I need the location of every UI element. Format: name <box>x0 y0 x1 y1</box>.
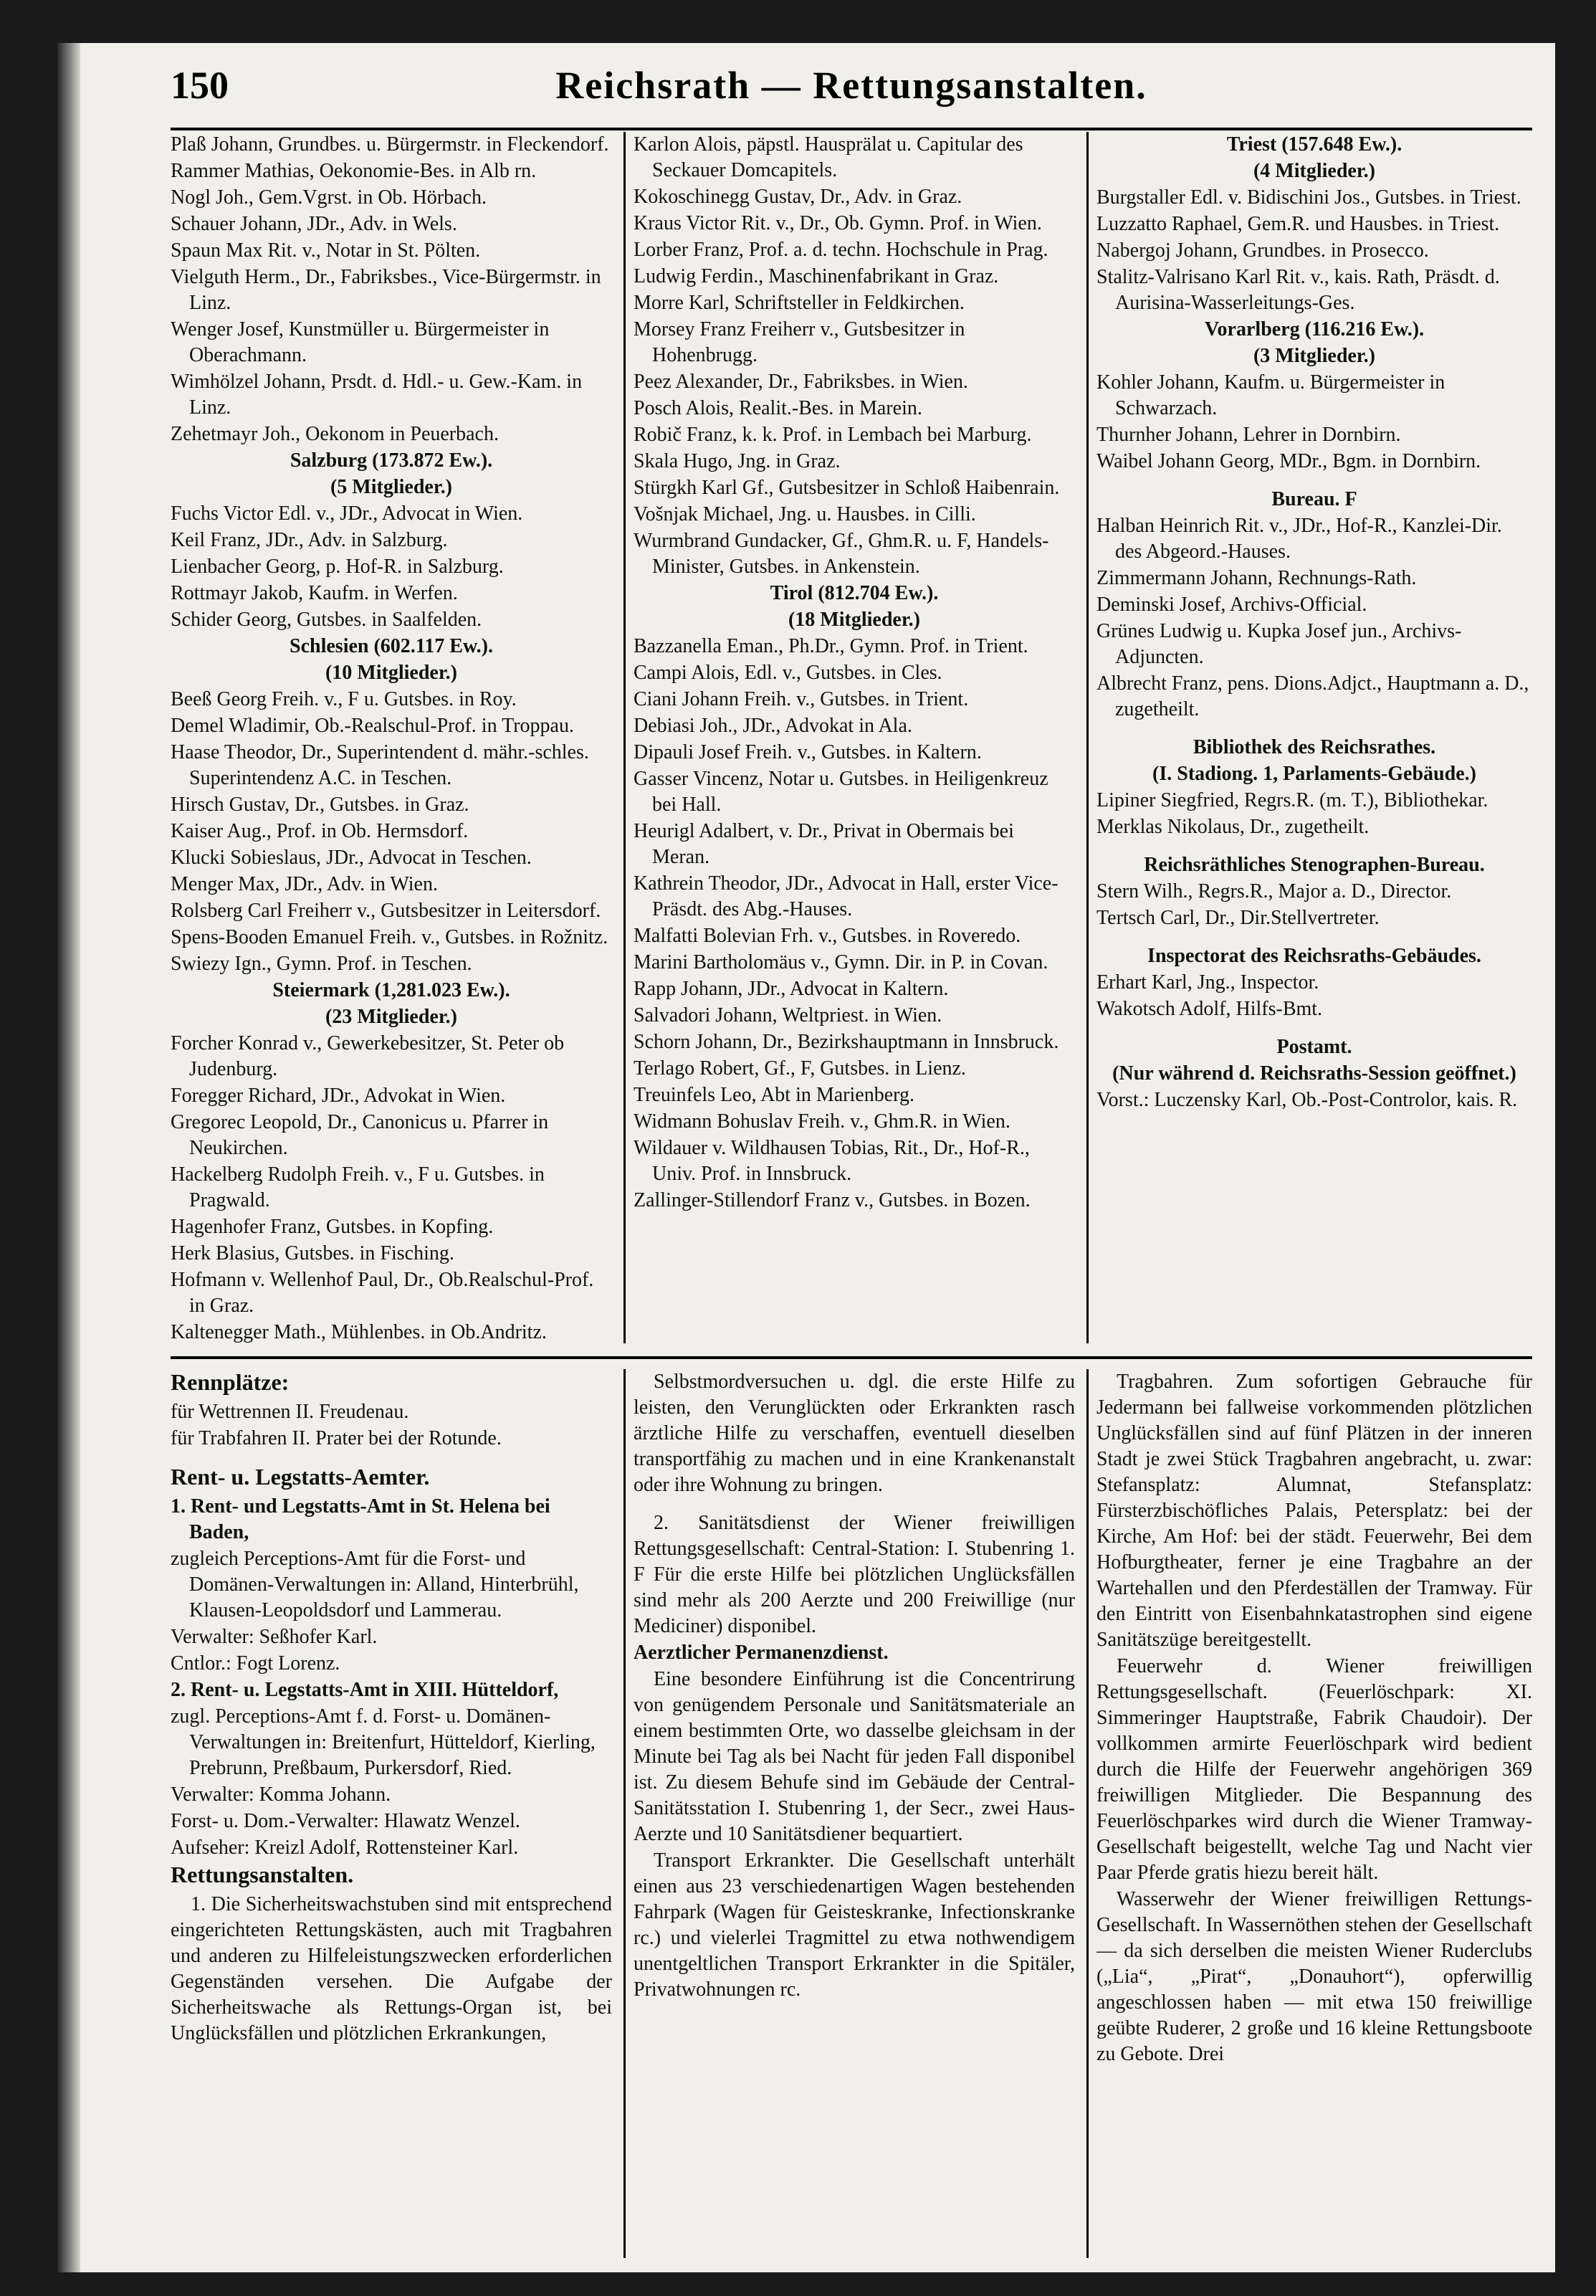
entry: Lipiner Siegfried, Regrs.R. (m. T.), Bibliothekar. <box>1096 789 1489 811</box>
entry: zugleich Perceptions-Amt für die Forst- und Domänen-Verwaltungen in: Alland, Hinterbrühl, Klausen-Leopoldsdorf und Lammerau. <box>171 1548 579 1621</box>
entry: Schorn Johann, Dr., Bezirkshauptmann in Innsbruck. <box>634 1031 1059 1053</box>
section-heading: Salzburg (173.872 Ew.). <box>290 449 493 472</box>
section-heading: Postamt. <box>1276 1036 1352 1058</box>
entry: Verwalter: Seßhofer Karl. <box>171 1626 378 1648</box>
entry: Peez Alexander, Dr., Fabriksbes. in Wien. <box>634 371 968 393</box>
section-heading: (3 Mitglieder.) <box>1253 345 1376 367</box>
page-header <box>171 50 1532 129</box>
entry: Karlon Alois, päpstl. Hausprälat u. Capitular des Seckauer Domcapitels. <box>634 133 1023 181</box>
section-heading: Rent- u. Legstatts-Aemter. <box>171 1464 430 1490</box>
spacer <box>171 1452 612 1464</box>
entry: Gregorec Leopold, Dr., Canonicus u. Pfarrer in Neukirchen. <box>171 1111 549 1159</box>
spacer <box>1096 475 1532 487</box>
entry: Hofmann v. Wellenhof Paul, Dr., Ob.Realschul-Prof. in Graz. <box>171 1269 594 1317</box>
subsection-heading: 1. Rent- und Legstatts-Amt in St. Helena bei Baden, <box>171 1495 550 1543</box>
page-title: Reichsrath — Rettungsanstalten. <box>555 64 1147 107</box>
entry: Spaun Max Rit. v., Notar in St. Pölten. <box>171 239 481 262</box>
entry: Forst- u. Dom.-Verwalter: Hlawatz Wenzel. <box>171 1810 520 1832</box>
paragraph: Selbstmordversuchen u. dgl. die erste Hilfe zu leisten, den Verunglückten oder Erkrankten rasch ärztliche Hilfe zu verschaffen, eventuell dieselben transportfähig zu machen und in eine Krankenanstalt oder ihre Wohnung zu bringen. <box>634 1371 1075 1496</box>
section-heading: (18 Mitglieder.) <box>788 609 921 631</box>
entry: Schider Georg, Gutsbes. in Saalfelden. <box>171 609 482 631</box>
top-column-2 <box>634 132 1075 1343</box>
entry: Foregger Richard, JDr., Advokat in Wien. <box>171 1085 506 1107</box>
entry: Wurmbrand Gundacker, Gf., Ghm.R. u. F, Handels-Minister, Gutsbes. in Ankenstein. <box>634 530 1049 578</box>
section-heading: Bibliothek des Reichsrathes. <box>1193 736 1436 758</box>
entry: Demel Wladimir, Ob.-Realschul-Prof. in Troppau. <box>171 715 574 737</box>
entry: Kaltenegger Math., Mühlenbes. in Ob.Andritz. <box>171 1321 547 1343</box>
bottom-column-3 <box>1096 1369 1532 2258</box>
entry: für Trabfahren II. Prater bei der Rotunde. <box>171 1427 502 1449</box>
entry: Vorst.: Luczensky Karl, Ob.-Post-Controlor, kais. R. <box>1096 1089 1518 1111</box>
entry: Burgstaller Edl. v. Bidischini Jos., Gutsbes. in Triest. <box>1096 186 1521 209</box>
page <box>57 43 1555 2272</box>
entry: Wenger Josef, Kunstmüller u. Bürgermeister in Oberachmann. <box>171 318 550 366</box>
entry: Nogl Joh., Gem.Vgrst. in Ob. Hörbach. <box>171 186 487 209</box>
entry: Vošnjak Michael, Jng. u. Hausbes. in Cilli. <box>634 503 976 525</box>
paragraph: Transport Erkrankter. Die Gesellschaft unterhält einen aus 23 verschiedenartigen Wagen bestehenden Fahrpark (Wagen für Geisteskranke, Infectionskranke rc.) und vielerlei Tragmittel zu etwa nothwendigem unentgeltlichen Transport Erkrankter in die Spitäler, Privatwohnungen rc. <box>634 1849 1075 2001</box>
entry: Haase Theodor, Dr., Superintendent d. mähr.-schles. Superintendenz A.C. in Teschen. <box>171 741 589 789</box>
entry: Rottmayr Jakob, Kaufm. in Werfen. <box>171 582 458 604</box>
section-heading: Bureau. F <box>1271 488 1357 510</box>
entry: Nabergoj Johann, Grundbes. in Prosecco. <box>1096 239 1429 262</box>
entry: Dipauli Josef Freih. v., Gutsbes. in Kaltern. <box>634 741 982 763</box>
subsection-heading: 2. Rent- u. Legstatts-Amt in XIII. Hütteldorf, <box>171 1679 559 1701</box>
entry: Hagenhofer Franz, Gutsbes. in Kopfing. <box>171 1216 494 1238</box>
entry: Gasser Vincenz, Notar u. Gutsbes. in Heiligenkreuz bei Hall. <box>634 768 1048 816</box>
entry: Aufseher: Kreizl Adolf, Rottensteiner Karl. <box>171 1837 519 1859</box>
entry: Lorber Franz, Prof. a. d. techn. Hochschule in Prag. <box>634 239 1048 261</box>
entry: Rolsberg Carl Freiherr v., Gutsbesitzer in Leitersdorf. <box>171 900 601 922</box>
entry: Heurigl Adalbert, v. Dr., Privat in Obermais bei Meran. <box>634 820 1014 868</box>
entry: Salvadori Johann, Weltpriest. in Wien. <box>634 1004 942 1026</box>
entry: Grünes Ludwig u. Kupka Josef jun., Archivs-Adjuncten. <box>1096 620 1462 668</box>
section-heading: (I. Stadiong. 1, Parlaments-Gebäude.) <box>1152 763 1476 785</box>
entry: Ciani Johann Freih. v., Gutsbes. in Trient. <box>634 688 969 710</box>
section-heading: Rettungsanstalten. <box>171 1862 354 1887</box>
bottom-column-2 <box>634 1369 1075 2258</box>
entry: Hirsch Gustav, Dr., Gutsbes. in Graz. <box>171 794 469 816</box>
paragraph: Tragbahren. Zum sofortigen Gebrauche für Jedermann bei fallweise vorkommenden plötzlichen Unglücksfällen sind auf fünf Plätzen in der inneren Stadt je zwei Stück Tragbahren angebracht, u. zwar: Stefansplatz: Alumnat, Stefansplatz: Fürsterzbischöfliches Palais, Petersplatz: bei der Kirche, Am Hof: bei der städt. Feuerwehr, Bei dem Hofburgtheater, ferner je eine Tragbahre an der Wartehallen und den Pferdeställen der Tramway. Für den Eintritt von Eisenbahnkatastrophen sind eigene Sanitätszüge bereitgestellt. <box>1096 1371 1532 1651</box>
entry: Erhart Karl, Jng., Inspector. <box>1096 971 1319 994</box>
entry: Wakotsch Adolf, Hilfs-Bmt. <box>1096 998 1323 1020</box>
entry: Deminski Josef, Archivs-Official. <box>1096 594 1367 616</box>
section-heading: Rennplätze: <box>171 1369 290 1395</box>
entry: Debiasi Joh., JDr., Advokat in Ala. <box>634 715 912 737</box>
section-heading: Steiermark (1,281.023 Ew.). <box>272 979 510 1001</box>
entry: Fuchs Victor Edl. v., JDr., Advocat in Wien. <box>171 502 523 525</box>
spacer <box>634 1499 1075 1510</box>
section-heading: Vorarlberg (116.216 Ew.). <box>1204 318 1425 340</box>
spacer <box>1096 723 1532 735</box>
entry: Treuinfels Leo, Abt in Marienberg. <box>634 1084 914 1106</box>
entry: Morsey Franz Freiherr v., Gutsbesitzer in Hohenbrugg. <box>634 318 965 366</box>
section-heading: Reichsräthliches Stenographen-Bureau. <box>1144 854 1485 876</box>
paragraph: 1. Die Sicherheitswachstuben sind mit entsprechend eingerichteten Rettungskästen, auch mit Tragbahren und anderen zu Hilfeleistungszwecken erforderlichen Gegenständen versehen. Die Aufgabe der Sicherheitswache als Rettungs-Organ ist, bei Unglücksfällen und plötzlichen Erkrankungen, <box>171 1893 612 2044</box>
paragraph: Feuerwehr d. Wiener freiwilligen Rettungsgesellschaft. (Feuerlöschpark: XI. Simmeringer Hauptstraße, Fabrik Chaudoir). Der vollkommen armirte Feuerlöschpark wird bedient durch die Hilfe der Feuerwehr angehörigen 369 freiwilligen Mitglieder. Die Bespannung des Feuerlöschparkes wird durch die Wiener Tramway-Gesellschaft beigestellt, welche Tag und Nacht vier Paar Pferde gratis hiezu bereit hält. <box>1096 1655 1532 1884</box>
entry: zugl. Perceptions-Amt f. d. Forst- u. Domänen-Verwaltungen in: Breitenfurt, Hütteldorf, Kierling, Prebrunn, Preßbaum, Purkersdorf, Ried. <box>171 1705 596 1779</box>
entry: Beeß Georg Freih. v., F u. Gutsbes. in Roy. <box>171 688 517 710</box>
book-binding <box>57 43 80 2272</box>
entry: Lienbacher Georg, p. Hof-R. in Salzburg. <box>171 556 504 578</box>
entry: Kohler Johann, Kaufm. u. Bürgermeister in Schwarzach. <box>1096 371 1446 419</box>
entry: Rammer Mathias, Oekonomie-Bes. in Alb rn. <box>171 160 537 182</box>
page-number: 150 <box>171 64 229 107</box>
entry: Malfatti Bolevian Frh. v., Gutsbes. in Roveredo. <box>634 925 1021 947</box>
column-rule <box>623 132 626 1343</box>
top-column-1 <box>171 132 612 1343</box>
spacer <box>1096 932 1532 943</box>
entry: Zehetmayr Joh., Oekonom in Peuerbach. <box>171 423 499 445</box>
entry: Waibel Johann Georg, MDr., Bgm. in Dornbirn. <box>1096 450 1481 472</box>
bottom-column-1 <box>171 1369 612 2258</box>
section-heading: Schlesien (602.117 Ew.). <box>290 635 493 657</box>
entry: Skala Hugo, Jng. in Graz. <box>634 450 841 472</box>
entry: Stalitz-Valrisano Karl Rit. v., kais. Rath, Präsdt. d. Aurisina-Wasserleitungs-Ges. <box>1096 266 1500 314</box>
entry: Menger Max, JDr., Adv. in Wien. <box>171 873 438 895</box>
section-heading: (Nur während d. Reichsraths-Session geöffnet.) <box>1112 1062 1516 1085</box>
entry: Tertsch Carl, Dr., Dir.Stellvertreter. <box>1096 907 1380 929</box>
entry: Halban Heinrich Rit. v., JDr., Hof-R., Kanzlei-Dir. des Abgeord.-Hauses. <box>1096 515 1502 563</box>
paragraph: Eine besondere Einführung ist die Concentrirung von genügendem Personale und Sanitätsmateriale an einem bestimmten Orte, wo dasselbe gleichsam in der Minute bei Tag als bei Nacht für jeden Fall disponibel ist. Zu diesem Behufe sind im Gebäude der Central-Sanitätsstation I. Stubenring 1, der Secr., zwei Haus-Aerzte und 10 Sanitätsdiener bequartiert. <box>634 1668 1075 1845</box>
entry: Morre Karl, Schriftsteller in Feldkirchen. <box>634 292 965 314</box>
entry: Widmann Bohuslav Freih. v., Ghm.R. in Wien. <box>634 1110 1010 1133</box>
subsection-heading: Aerztlicher Permanenzdienst. <box>634 1642 889 1664</box>
entry: Schauer Johann, JDr., Adv. in Wels. <box>171 213 457 235</box>
entry: Forcher Konrad v., Gewerkebesitzer, St. Peter ob Judenburg. <box>171 1032 565 1080</box>
section-heading: (4 Mitglieder.) <box>1253 160 1376 182</box>
entry: Rapp Johann, JDr., Advocat in Kaltern. <box>634 978 949 1000</box>
entry: Plaß Johann, Grundbes. u. Bürgermstr. in Fleckendorf. <box>171 133 609 156</box>
section-heading: Triest (157.648 Ew.). <box>1226 133 1403 156</box>
entry: Posch Alois, Realit.-Bes. in Marein. <box>634 397 922 419</box>
entry: Terlago Robert, Gf., F, Gutsbes. in Lienz. <box>634 1057 966 1080</box>
section-heading: (5 Mitglieder.) <box>330 476 453 498</box>
entry: Swiezy Ign., Gymn. Prof. in Teschen. <box>171 953 472 975</box>
section-heading: Inspectorat des Reichsraths-Gebäudes. <box>1147 945 1481 967</box>
entry: Verwalter: Komma Johann. <box>171 1783 391 1806</box>
entry: Wildauer v. Wildhausen Tobias, Rit., Dr., Hof-R., Univ. Prof. in Innsbruck. <box>634 1137 1030 1185</box>
entry: Herk Blasius, Gutsbes. in Fisching. <box>171 1242 454 1264</box>
section-heading: (23 Mitglieder.) <box>325 1006 458 1028</box>
entry: Zimmermann Johann, Rechnungs-Rath. <box>1096 567 1417 589</box>
entry: Zallinger-Stillendorf Franz v., Gutsbes. in Bozen. <box>634 1189 1031 1211</box>
entry: Luzzatto Raphael, Gem.R. und Hausbes. in Triest. <box>1096 213 1500 235</box>
column-rule <box>1086 1369 1089 2258</box>
entry: Kaiser Aug., Prof. in Ob. Hermsdorf. <box>171 820 469 842</box>
entry: Kokoschinegg Gustav, Dr., Adv. in Graz. <box>634 186 962 208</box>
entry: Campi Alois, Edl. v., Gutsbes. in Cles. <box>634 662 942 684</box>
section-heading: Tirol (812.704 Ew.). <box>770 582 939 604</box>
entry: Thurnher Johann, Lehrer in Dornbirn. <box>1096 424 1401 446</box>
entry: Stürgkh Karl Gf., Gutsbesitzer in Schloß Haibenrain. <box>634 477 1060 499</box>
paragraph: Wasserwehr der Wiener freiwilligen Rettungs-Gesellschaft. In Wassernöthen stehen der Gesellschaft — da sich derselben die meisten Wiener Ruderclubs („Lia“, „Pirat“, „Donauhort“), opferwillig angeschlossen haben — mit etwa 150 freiwillige geübte Ruderer, 2 große und 16 kleine Rettungsboote zu Gebote. Drei <box>1096 1888 1532 2065</box>
entry: Cntlor.: Fogt Lorenz. <box>171 1652 340 1675</box>
column-rule <box>1086 132 1089 1343</box>
entry: Wimhölzel Johann, Prsdt. d. Hdl.- u. Gew.-Kam. in Linz. <box>171 371 583 419</box>
entry: Merklas Nikolaus, Dr., zugetheilt. <box>1096 816 1370 838</box>
entry: Robič Franz, k. k. Prof. in Lembach bei Marburg. <box>634 424 1032 446</box>
entry: Albrecht Franz, pens. Dions.Adjct., Hauptmann a. D., zugetheilt. <box>1096 672 1529 720</box>
spacer <box>1096 841 1532 852</box>
entry: Keil Franz, JDr., Adv. in Salzburg. <box>171 529 448 551</box>
entry: Hackelberg Rudolph Freih. v., F u. Gutsbes. in Pragwald. <box>171 1163 545 1211</box>
entry: Vielguth Herm., Dr., Fabriksbes., Vice-Bürgermstr. in Linz. <box>171 266 601 314</box>
column-rule <box>623 1369 626 2258</box>
entry: Klucki Sobieslaus, JDr., Advocat in Teschen. <box>171 847 532 869</box>
entry: Bazzanella Eman., Ph.Dr., Gymn. Prof. in Trient. <box>634 635 1028 657</box>
top-column-3 <box>1096 132 1532 1343</box>
entry: Kraus Victor Rit. v., Dr., Ob. Gymn. Prof. in Wien. <box>634 212 1042 234</box>
entry: Ludwig Ferdin., Maschinenfabrikant in Graz. <box>634 265 999 287</box>
section-heading: (10 Mitglieder.) <box>325 662 458 684</box>
header-rule <box>171 128 1532 130</box>
entry: Kathrein Theodor, JDr., Advocat in Hall, erster Vice-Präsdt. des Abg.-Hauses. <box>634 872 1059 920</box>
entry: Marini Bartholomäus v., Gymn. Dir. in P. in Covan. <box>634 951 1048 973</box>
spacer <box>1096 1023 1532 1034</box>
section-rule <box>171 1356 1532 1359</box>
entry: Stern Wilh., Regrs.R., Major a. D., Director. <box>1096 880 1452 902</box>
entry: Spens-Booden Emanuel Freih. v., Gutsbes. in Rožnitz. <box>171 926 608 948</box>
entry: für Wettrennen II. Freudenau. <box>171 1401 409 1423</box>
paragraph: 2. Sanitätsdienst der Wiener freiwilligen Rettungsgesellschaft: Central-Station: I. Stubenring 1. F Für die erste Hilfe bei plötzlichen Unglücksfällen sind mehr als 200 Aerzte und 200 Freiwillige (nur Mediciner) disponibel. <box>634 1512 1075 1637</box>
